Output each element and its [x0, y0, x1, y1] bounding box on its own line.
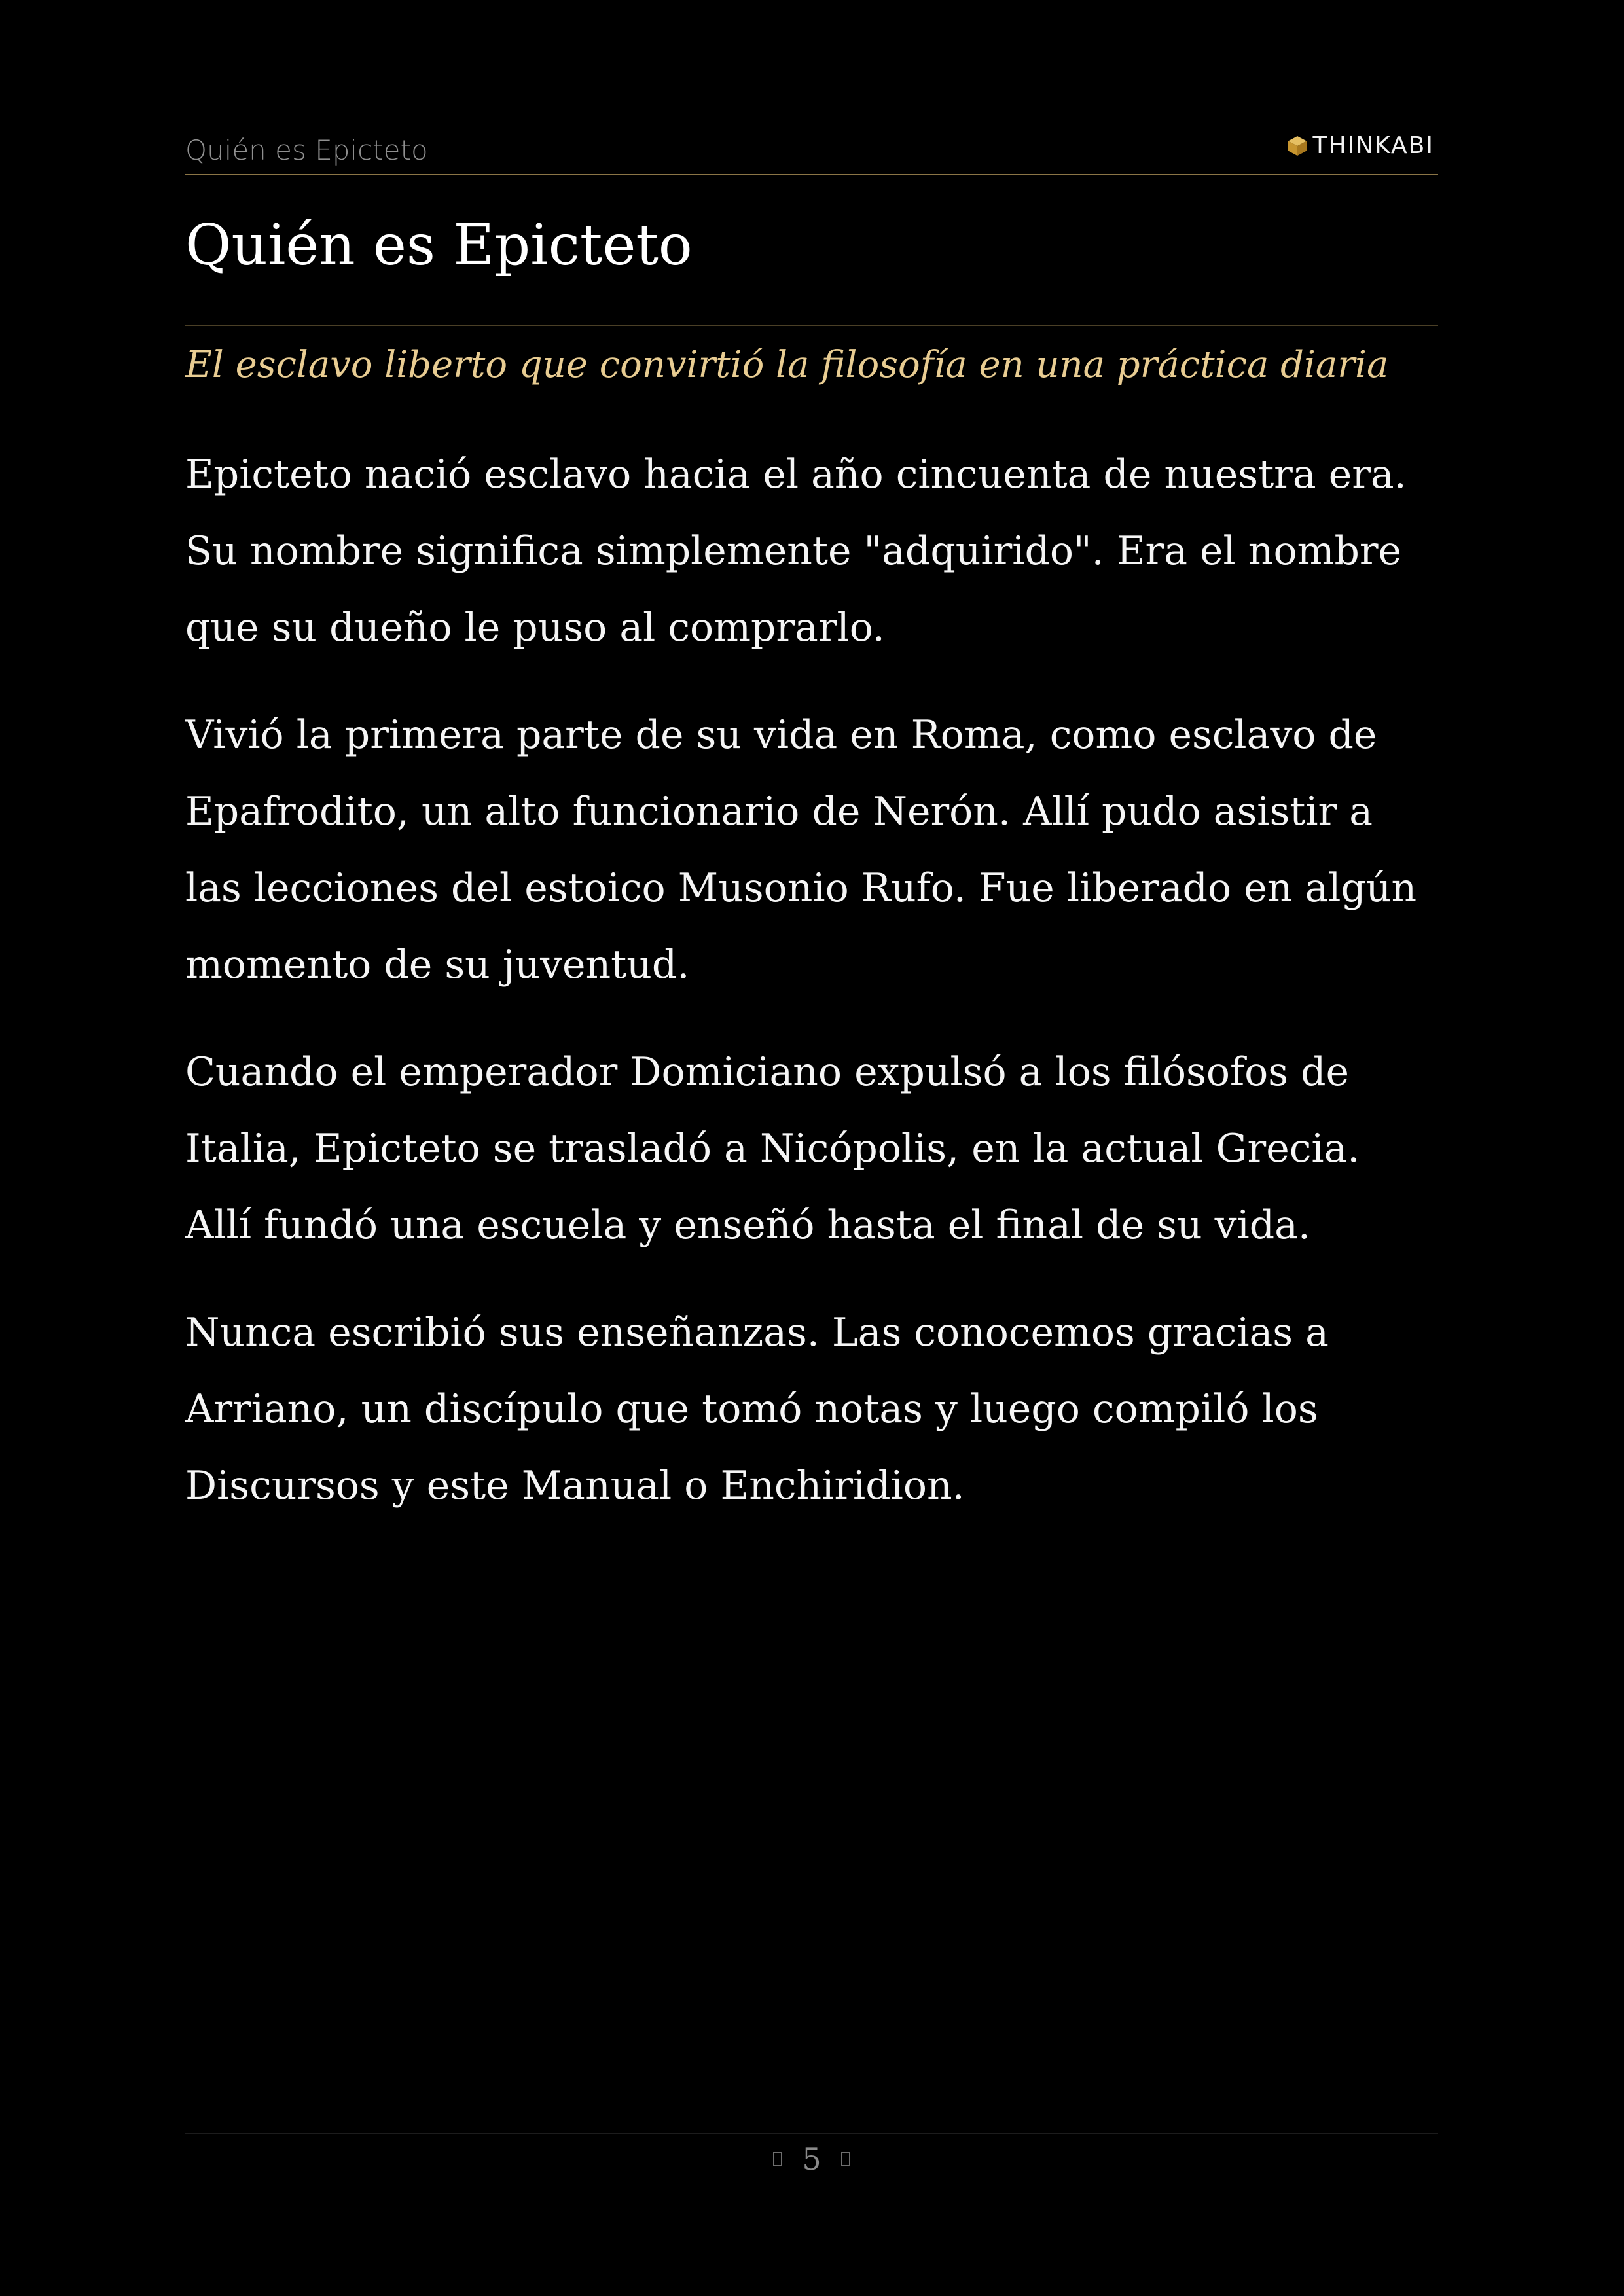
brand-name: THINKABI — [1312, 132, 1434, 159]
page-number: 5 — [802, 2142, 821, 2177]
page-title: Quién es Epicteto — [185, 213, 693, 278]
running-header — [185, 131, 1438, 175]
paragraph: Epicteto nació esclavo hacia el año cincuenta de nuestra era. Su nombre significa simplemente "adquirido". Era el nombre que su dueño le puso al comprarlo. — [185, 452, 1407, 651]
page-subtitle: El esclavo liberto que convirtió la filosofía en una práctica diaria — [185, 344, 1389, 386]
paragraph: Nunca escribió sus enseñanzas. Las conocemos gracias a Arriano, un discípulo que tomó notas y luego compiló los Discursos y este Manual o Enchiridion. — [185, 1310, 1329, 1509]
paragraph: Cuando el emperador Domiciano expulsó a los filósofos de Italia, Epicteto se trasladó a Nicópolis, en la actual Grecia. Allí fundó una escuela y enseñó hasta el final de su vida. — [185, 1049, 1360, 1248]
title-divider — [185, 325, 1438, 326]
brand-logo — [1288, 132, 1434, 159]
cube-icon — [1288, 135, 1307, 156]
ornament-right-icon — [841, 2152, 850, 2166]
page-footer — [185, 2142, 1438, 2177]
body-text — [185, 437, 1438, 1555]
document-page — [185, 0, 1438, 2296]
paragraph: Vivió la primera parte de su vida en Roma, como esclavo de Epafrodito, un alto funcionario de Nerón. Allí pudo asistir a las lecciones del estoico Musonio Rufo. Fue liberado en algún momento de su juventud. — [185, 712, 1417, 988]
footer-divider — [185, 2133, 1438, 2134]
ornament-left-icon — [773, 2152, 782, 2166]
running-title: Quién es Epicteto — [185, 134, 428, 166]
